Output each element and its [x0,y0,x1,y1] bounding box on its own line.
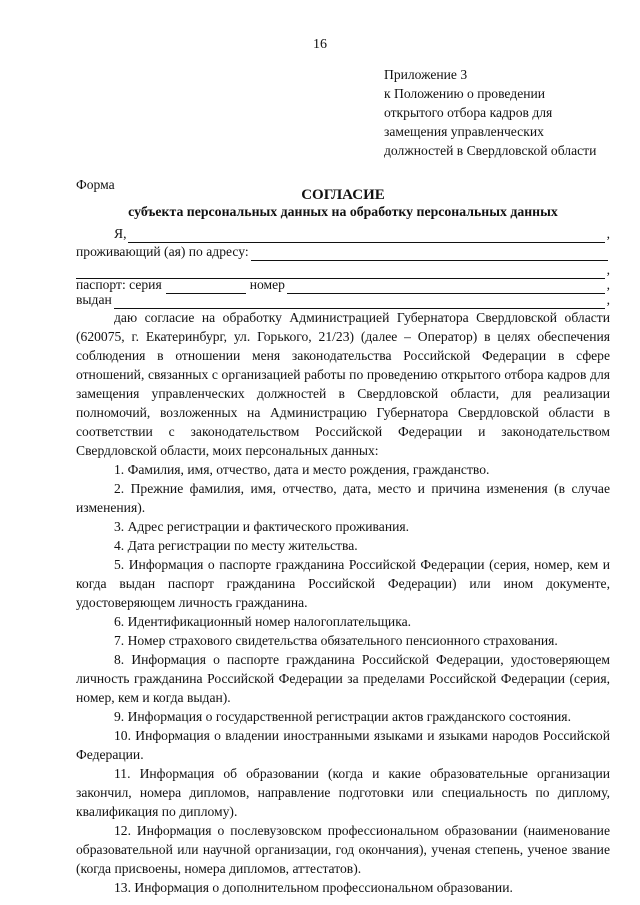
list-item: 9. Информация о государственной регистрации актов гражданского состояния. [114,709,571,724]
appendix-block [384,65,634,160]
list-item: 11. Информация об образовании (когда и какие образовательные организации закончил, номера дипломов, направление подготовки или специальность по диплому, квалификация по диплому). [76,766,610,819]
name-label: Я, [114,226,127,241]
address-blank[interactable] [251,247,608,261]
list-item: 10. Информация о владении иностранными языками и языками народов Российской Федерации. [76,728,610,762]
issued-field [76,290,610,309]
list-item: 2. Прежние фамилия, имя, отчество, дата, место и причина изменения (в случае изменения). [76,481,610,515]
issued-blank[interactable] [114,295,605,309]
address-field [76,242,610,261]
list-item: 1. Фамилия, имя, отчество, дата и место рождения, гражданство. [114,462,490,477]
name-field [114,224,610,243]
document-title: СОГЛАСИЕ [301,187,385,203]
appendix-line: к Положению о проведении [384,86,546,101]
address-label: проживающий (ая) по адресу: [76,244,249,259]
passport-series-label: паспорт: серия [76,277,162,292]
data-items-list [76,460,610,897]
list-item: 8. Информация о паспорте гражданина Российской Федерации, удостоверяющем личность гражданина Российской Федерации за пределами Российской Федерации (серия, номер, кем и когда выдан). [76,652,610,705]
issued-label: выдан [76,292,112,307]
list-item: 7. Номер страхового свидетельства обязательного пенсионного страхования. [114,633,558,648]
list-item: 12. Информация о послевузовском профессиональном образовании (наименование образовательной или научной организации, год окончания), ученая степень, ученое звание (когда присвоены, номера дипломов, аттестатов). [76,823,610,876]
list-item: 5. Информация о паспорте гражданина Российской Федерации (серия, номер, кем и когда выдан паспорт гражданина Российской Федерации) или ином документе, удостоверяющем личность гражданина. [76,557,610,610]
comma: , [606,262,610,277]
appendix-line: должностей в Свердловской области [384,143,597,158]
comma: , [606,277,610,292]
comma: , [606,226,610,241]
form-label: Форма [76,177,115,192]
list-item: 4. Дата регистрации по месту жительства. [114,538,358,553]
appendix-line: замещения управленческих [384,124,544,139]
list-item: 6. Идентификационный номер налогоплательщика. [114,614,412,629]
consent-body [76,308,610,897]
appendix-line: Приложение 3 [384,67,468,82]
intro-paragraph: даю согласие на обработку Администрацией Губернатора Свердловской области (620075, г. Екатеринбург, ул. Горького, 21/23) (далее – Оператор) в целях обеспечения соблюдения в отношении меня законодательства Российской Федерации в сфере отношений, связанных с организацией работы по проведению открытого отбора кадров для замещения управленческих должностей в Свердловской области, для реализации полномочий, возложенных на Администрацию Губернатора Свердловской области в соответствии с законодательством Российской Федерации и законодательством Свердловской области, моих персональных данных: [76,310,610,458]
list-item: 3. Адрес регистрации и фактического проживания. [114,519,410,534]
passport-number-label: номер [249,277,285,292]
comma: , [606,292,610,307]
page-number: 16 [313,37,327,52]
name-blank[interactable] [128,229,604,243]
document-subtitle: субъекта персональных данных на обработку персональных данных [128,204,558,219]
list-item: 13. Информация о дополнительном профессиональном образовании. [114,880,513,895]
appendix-line: открытого отбора кадров для [384,105,553,120]
